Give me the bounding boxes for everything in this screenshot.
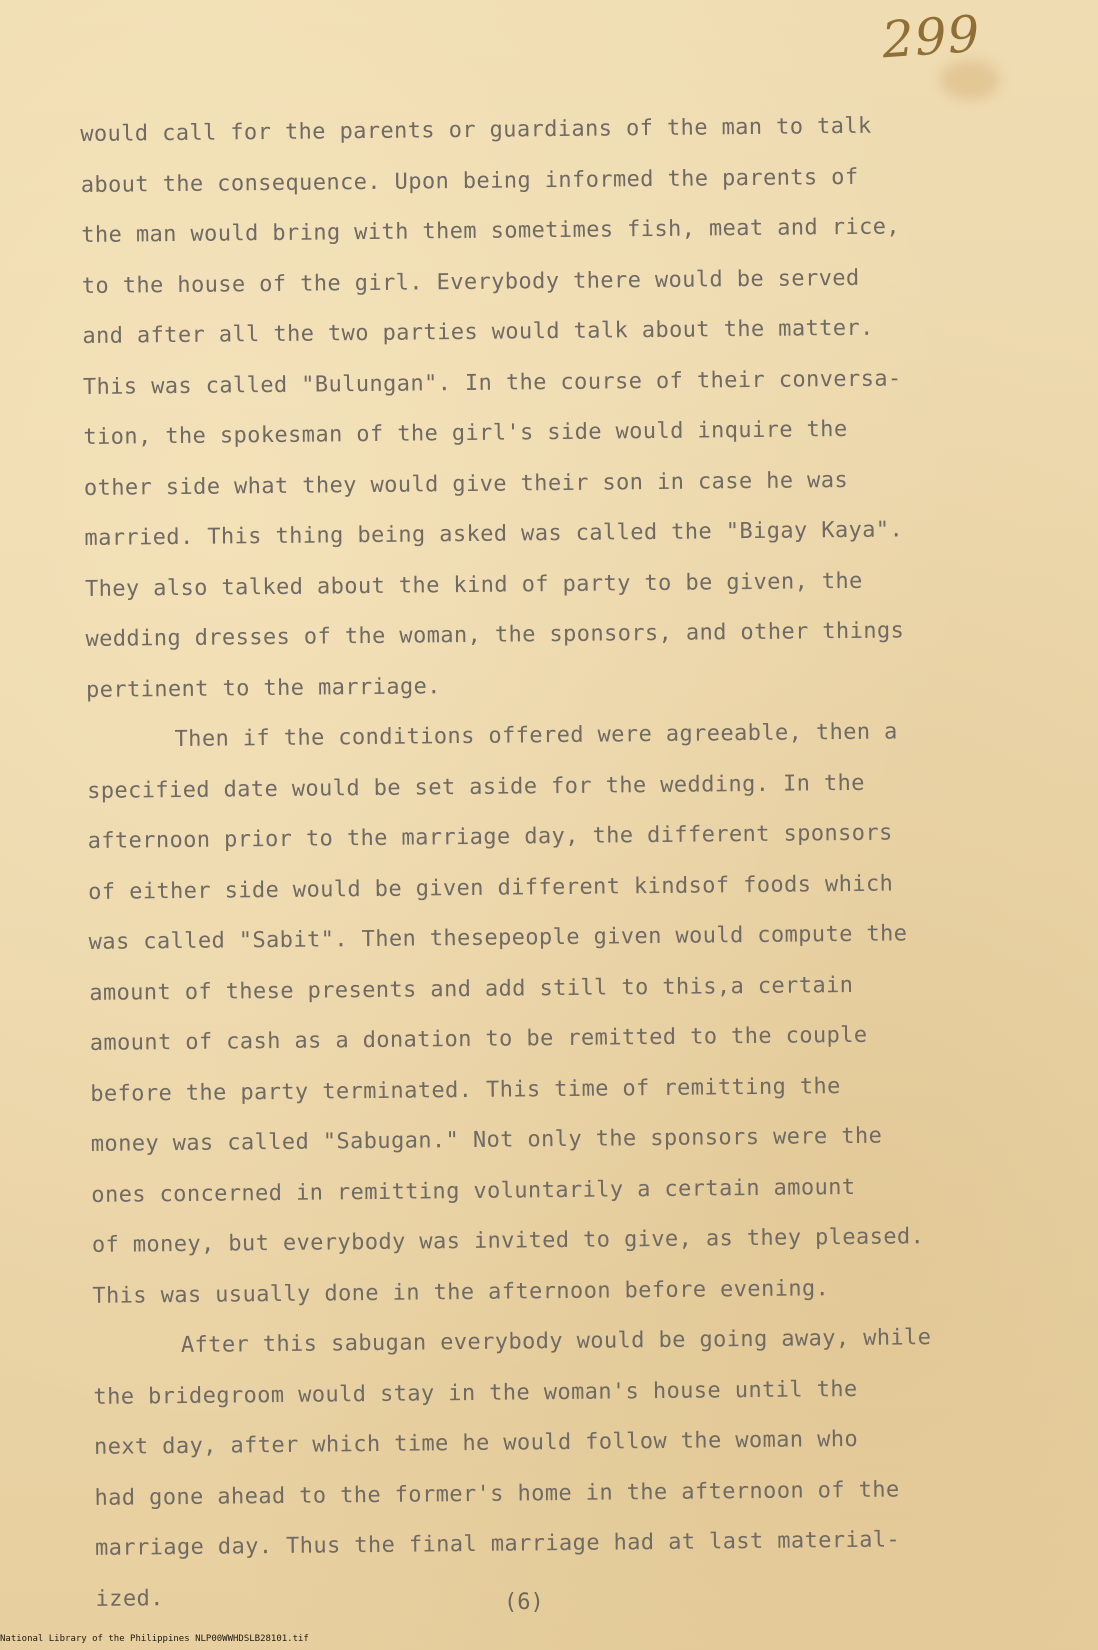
typewritten-body [80, 100, 1056, 1625]
text-line: This was called "Bulungan". In the course of their conversa- [82, 365, 902, 400]
text-line: tion, the spokesman of the girl's side would inquire the [83, 416, 848, 450]
text-line: next day, after which time he would follow the woman who [93, 1426, 859, 1460]
text-line: wedding dresses of the woman, the sponsors, and other things [85, 618, 905, 652]
text-line: was called "Sabit". Then thesepeople given would compute the [88, 921, 908, 955]
typed-page-number: (6) [504, 1590, 544, 1615]
text-line: the bridegroom would stay in the woman's house until the [93, 1376, 858, 1410]
archive-caption: National Library of the Philippines NLP00WWHDSLB28101.tif [0, 1634, 309, 1644]
text-line: marriage day. Thus the final marriage had at last material- [94, 1527, 901, 1561]
text-line: amount of cash as a donation to be remitted to the couple [89, 1022, 868, 1056]
text-line: of either side would be given different kindsof foods which [88, 871, 894, 905]
paragraph-start-line: Then if the conditions offered were agreeable, then a [174, 719, 898, 753]
text-line: ones concerned in remitting voluntarily a certain amount [91, 1174, 856, 1208]
text-line: about the consequence. Upon being informed the parents of [80, 164, 859, 198]
text-line: other side what they would give their son in case he was [83, 467, 849, 501]
text-line: amount of these presents and add still to this,a certain [89, 972, 854, 1006]
text-line: afternoon prior to the marriage day, the different sponsors [87, 820, 893, 854]
text-line: before the party terminated. This time of remitting the [90, 1073, 841, 1107]
text-line: the man would bring with them sometimes fish, meat and rice, [81, 214, 901, 248]
text-line: specified date would be set aside for the wedding. In the [87, 770, 866, 804]
text-line: money was called "Sabugan." Not only the sponsors were the [90, 1123, 883, 1157]
text-line: ized. [95, 1585, 164, 1612]
text-line: and after all the two parties would talk about the matter. [82, 315, 874, 349]
text-line: would call for the parents or guardians of the man to talk [80, 113, 872, 147]
handwritten-page-number: 299 [880, 4, 983, 70]
text-line: married. This thing being asked was called the "Bigay Kaya". [84, 517, 904, 551]
paper-stain [940, 60, 1000, 100]
text-line: of money, but everybody was invited to give, as they pleased. [91, 1224, 925, 1258]
text-line: This was usually done in the afternoon before evening. [92, 1275, 830, 1309]
text-line: pertinent to the marriage. [85, 673, 441, 703]
text-line: They also talked about the kind of party to be given, the [84, 568, 863, 602]
paragraph-start-line: After this sabugan everybody would be going away, while [180, 1325, 932, 1359]
text-line: had gone ahead to the former's home in the afternoon of the [94, 1476, 900, 1511]
text-line: to the house of the girl. Everybody there would be served [81, 265, 860, 299]
